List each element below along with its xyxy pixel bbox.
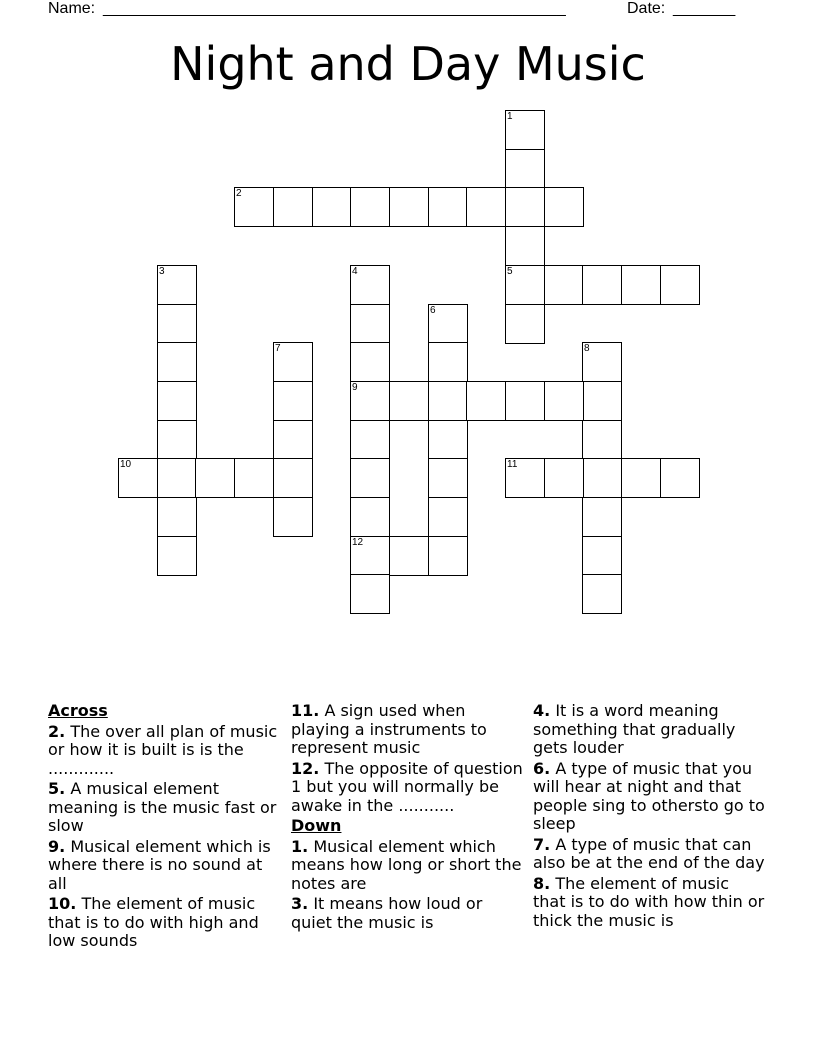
grid-cell[interactable] [273, 458, 313, 498]
grid-cell[interactable] [544, 187, 584, 227]
grid-cell[interactable] [582, 265, 622, 305]
grid-cell[interactable] [428, 342, 468, 382]
grid-cell[interactable] [273, 381, 313, 421]
grid-cell[interactable] [582, 536, 622, 576]
clue-number: 9. [48, 836, 66, 856]
grid-cell[interactable] [544, 458, 584, 498]
clue-text: It is a word meaning something that gradually gets louder [533, 701, 736, 757]
clue-across-10 [48, 895, 280, 951]
grid-cell[interactable] [428, 420, 468, 460]
grid-cell[interactable] [118, 458, 158, 498]
puzzle-title: Night and Day Music [170, 37, 646, 91]
cell-number: 10 [120, 459, 132, 470]
name-line[interactable]: ____________________________________________________ [103, 0, 566, 17]
grid-cell[interactable] [273, 497, 313, 537]
grid-cell[interactable] [157, 536, 197, 576]
grid-cell[interactable] [505, 110, 545, 150]
clue-number: 3. [291, 894, 309, 913]
grid-cell[interactable] [350, 420, 390, 460]
clue-text: The opposite of question 1 but you will normally be awake in the ........... [291, 758, 523, 815]
grid-cell[interactable] [234, 187, 274, 227]
cell-number: 7 [275, 343, 281, 354]
grid-cell[interactable] [389, 381, 429, 421]
grid-cell[interactable] [350, 265, 390, 305]
clue-text: A sign used when playing a instruments to represent music [291, 701, 487, 757]
grid-cell[interactable] [195, 458, 235, 498]
cell-number: 8 [584, 343, 590, 354]
grid-cell[interactable] [273, 420, 313, 460]
cell-number: 6 [430, 305, 436, 316]
grid-cell[interactable] [660, 265, 700, 305]
grid-cell[interactable] [350, 458, 390, 498]
clue-text: Musical element which is where there is no sound at all [48, 836, 271, 893]
clue-across-5 [48, 780, 280, 836]
grid-cell[interactable] [350, 304, 390, 344]
grid-cell[interactable] [428, 381, 468, 421]
grid-cell[interactable] [157, 381, 197, 421]
clue-across-2 [48, 723, 280, 779]
cell-number: 11 [507, 459, 518, 470]
grid-cell[interactable] [350, 574, 390, 614]
grid-cell[interactable] [428, 187, 468, 227]
clue-down-6 [533, 760, 765, 834]
clue-column-1 [48, 702, 280, 953]
grid-cell[interactable] [621, 265, 661, 305]
clue-number: 11. [291, 701, 320, 720]
grid-cell[interactable] [350, 342, 390, 382]
grid-cell[interactable] [582, 381, 622, 421]
grid-cell[interactable] [157, 342, 197, 382]
grid-cell[interactable] [350, 497, 390, 537]
grid-cell[interactable] [505, 381, 545, 421]
grid-cell[interactable] [544, 381, 584, 421]
grid-cell[interactable] [582, 574, 622, 614]
grid-cell[interactable] [389, 536, 429, 576]
clue-text: It means how loud or quiet the music is [291, 894, 483, 932]
clue-text: A type of music that you will hear at night and that people sing to othersto go to sleep [533, 758, 765, 833]
grid-cell[interactable] [466, 187, 506, 227]
cell-number: 1 [507, 111, 513, 122]
clue-number: 7. [533, 834, 551, 854]
cell-number: 5 [507, 266, 513, 277]
grid-cell[interactable] [505, 458, 545, 498]
cell-number: 4 [352, 266, 358, 277]
date-line[interactable]: _______ [673, 0, 736, 17]
across-heading: Across [48, 701, 108, 720]
grid-cell[interactable] [428, 304, 468, 344]
grid-cell[interactable] [350, 381, 390, 421]
grid-cell[interactable] [234, 458, 274, 498]
grid-cell[interactable] [582, 497, 622, 537]
grid-cell[interactable] [157, 458, 197, 498]
grid-cell[interactable] [389, 187, 429, 227]
clue-column-3 [533, 702, 765, 932]
grid-cell[interactable] [157, 265, 197, 305]
clue-text: A type of music that can also be at the end of the day [533, 834, 765, 872]
grid-cell[interactable] [505, 187, 545, 227]
grid-cell[interactable] [428, 458, 468, 498]
clue-down-8 [533, 875, 765, 931]
clue-down-4 [533, 702, 765, 758]
clue-number: 10. [48, 894, 77, 913]
grid-cell[interactable] [350, 536, 390, 576]
grid-cell[interactable] [582, 342, 622, 382]
clue-number: 5. [48, 779, 66, 798]
grid-cell[interactable] [273, 187, 313, 227]
grid-cell[interactable] [350, 187, 390, 227]
grid-cell[interactable] [157, 304, 197, 344]
name-label: Name: [48, 0, 96, 17]
clue-number: 4. [533, 701, 551, 720]
grid-cell[interactable] [505, 149, 545, 189]
grid-cell[interactable] [157, 497, 197, 537]
clue-number: 2. [48, 721, 66, 741]
grid-cell[interactable] [621, 458, 661, 498]
clue-across-12 [291, 760, 523, 816]
grid-cell[interactable] [273, 342, 313, 382]
clue-column-2 [291, 702, 523, 934]
clue-number: 6. [533, 758, 551, 778]
clue-down-1 [291, 838, 523, 894]
grid-cell[interactable] [312, 187, 352, 227]
grid-cell[interactable] [582, 420, 622, 460]
clue-number: 1. [291, 836, 309, 856]
clue-text: The over all plan of music or how it is built is is the ............. [48, 721, 278, 778]
clue-text: The element of music that is to do with how thin or thick the music is [533, 873, 765, 930]
grid-cell[interactable] [505, 304, 545, 344]
clue-down-3 [291, 895, 523, 932]
clue-text: A musical element meaning is the music fast or slow [48, 779, 277, 835]
clue-number: 12. [291, 758, 320, 778]
grid-cell[interactable] [505, 265, 545, 305]
clue-across-9 [48, 838, 280, 894]
clue-across-11 [291, 702, 523, 758]
clue-number: 8. [533, 873, 551, 893]
grid-cell[interactable] [466, 381, 506, 421]
grid-cell[interactable] [428, 497, 468, 537]
grid-cell[interactable] [582, 458, 622, 498]
grid-cell[interactable] [660, 458, 700, 498]
grid-cell[interactable] [505, 226, 545, 266]
clue-down-7 [533, 836, 765, 873]
cell-number: 2 [236, 188, 242, 199]
down-heading: Down [291, 816, 342, 835]
grid-cell[interactable] [428, 536, 468, 576]
grid-cell[interactable] [544, 265, 584, 305]
cell-number: 9 [352, 382, 358, 393]
cell-number: 3 [159, 266, 165, 277]
date-label: Date: [627, 0, 666, 17]
clue-text: The element of music that is to do with high and low sounds [48, 894, 259, 950]
clue-text: Musical element which means how long or short the notes are [291, 836, 522, 893]
grid-cell[interactable] [157, 420, 197, 460]
cell-number: 12 [352, 537, 364, 548]
